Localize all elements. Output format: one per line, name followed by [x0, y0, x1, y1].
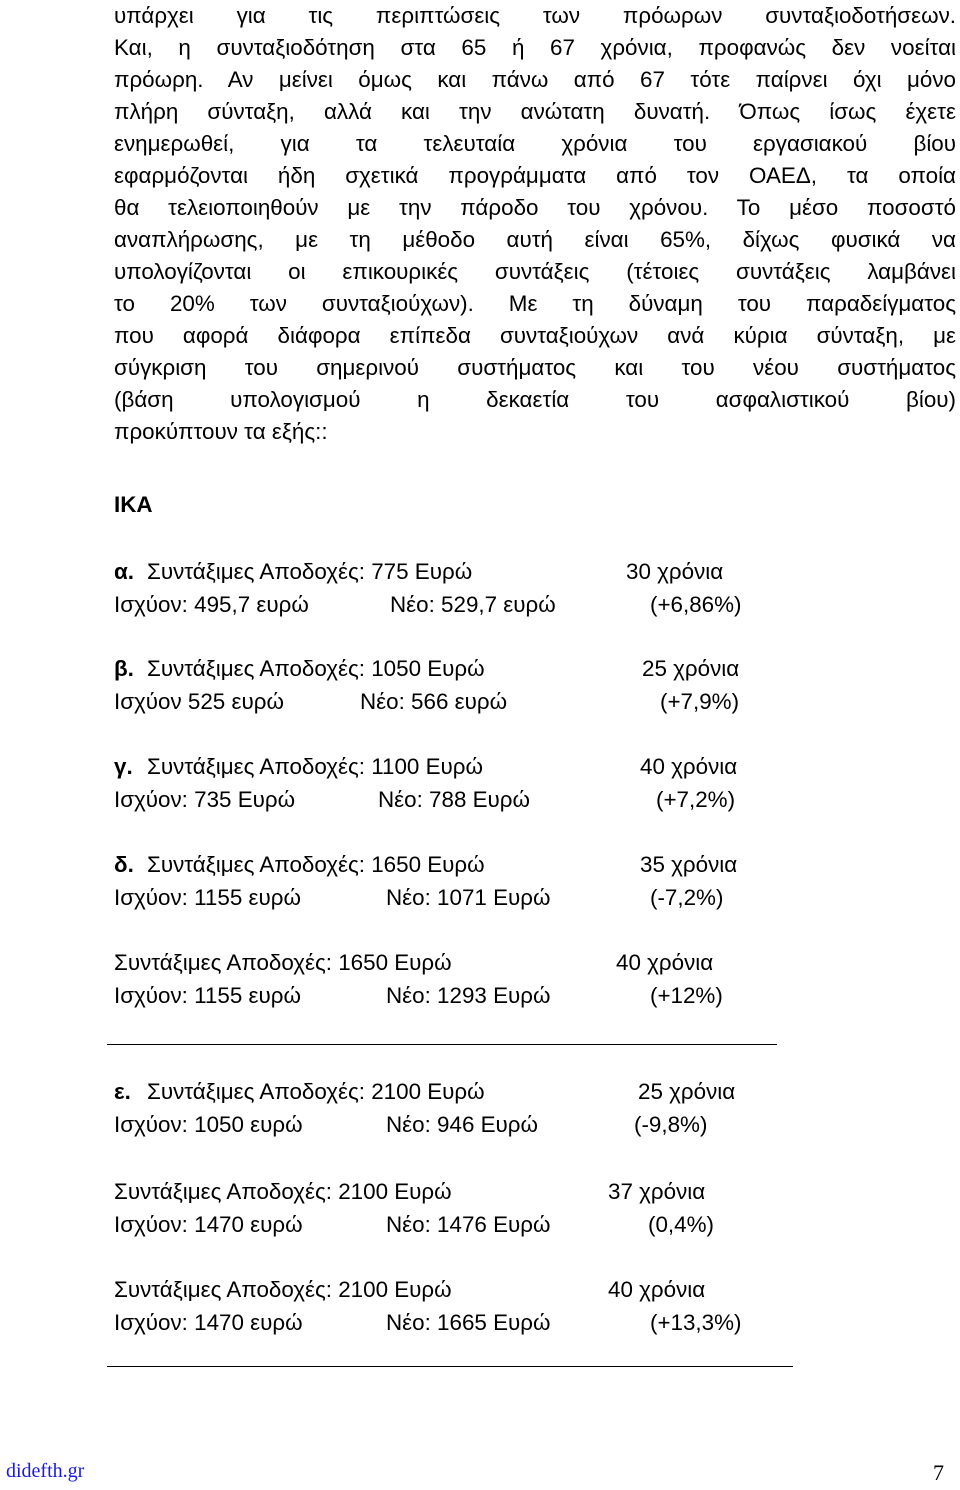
example-years: 40 χρόνια — [616, 950, 714, 975]
example-new: Νέο: 1665 Ευρώ — [386, 1310, 551, 1335]
example-salary: Συντάξιμες Αποδοχές: 2100 Ευρώ — [114, 1277, 452, 1302]
example-current: Ισχύον: 495,7 ευρώ — [114, 592, 309, 617]
example-new: Νέο: 1476 Ευρώ — [386, 1212, 551, 1237]
paragraph-line: προκύπτουν τα εξής:: — [114, 419, 328, 444]
paragraph-line: πλήρη σύνταξη, αλλά και την ανώτατη δυνατή. Όπως ίσως έχετε — [114, 99, 956, 124]
example-current: Ισχύον: 1155 ευρώ — [114, 983, 301, 1008]
example-new: Νέο: 946 Ευρώ — [386, 1112, 539, 1137]
example-change: (+6,86%) — [650, 592, 742, 617]
example-letter: γ. — [114, 754, 133, 779]
paragraph-line: που αφορά διάφορα επίπεδα συνταξιούχων ανά κύρια σύνταξη, με — [114, 323, 956, 348]
example-years: 40 χρόνια — [640, 754, 738, 779]
example-current: Ισχύον: 735 Ευρώ — [114, 787, 296, 812]
example-change: (+7,9%) — [660, 689, 740, 714]
example-years: 25 χρόνια — [642, 656, 740, 681]
example-years: 37 χρόνια — [608, 1179, 706, 1204]
page-number: 7 — [933, 1460, 944, 1485]
example-new: Νέο: 566 ευρώ — [360, 689, 508, 714]
example-letter: ε. — [114, 1079, 131, 1104]
example-salary: Συντάξιμες Αποδοχές: 1650 Ευρώ — [147, 852, 485, 877]
example-salary: Συντάξιμες Αποδοχές: 1650 Ευρώ — [114, 950, 452, 975]
example-change: (+12%) — [650, 983, 723, 1008]
example-current: Ισχύον: 1050 ευρώ — [114, 1112, 303, 1137]
example-current: Ισχύον: 1470 ευρώ — [114, 1310, 303, 1335]
example-years: 40 χρόνια — [608, 1277, 706, 1302]
paragraph-line: υπολογίζονται οι επικουρικές συντάξεις (τέτοιες συντάξεις λαμβάνει — [114, 259, 956, 284]
example-salary: Συντάξιμες Αποδοχές: 1050 Ευρώ — [147, 656, 485, 681]
paragraph-line: Και, η συνταξιοδότηση στα 65 ή 67 χρόνια, προφανώς δεν νοείται — [114, 35, 956, 60]
example-new: Νέο: 788 Ευρώ — [378, 787, 531, 812]
section-divider — [107, 1044, 777, 1045]
example-salary: Συντάξιμες Αποδοχές: 2100 Ευρώ — [114, 1179, 452, 1204]
example-change: (+13,3%) — [650, 1310, 742, 1335]
example-salary: Συντάξιμες Αποδοχές: 1100 Ευρώ — [147, 754, 483, 779]
example-new: Νέο: 1293 Ευρώ — [386, 983, 551, 1008]
paragraph-line: ενημερωθεί, για τα τελευταία χρόνια του εργασιακού βίου — [114, 131, 956, 156]
section-heading: ΙΚΑ — [114, 492, 153, 517]
example-change: (-7,2%) — [650, 885, 724, 910]
example-current: Ισχύον: 1470 ευρώ — [114, 1212, 303, 1237]
example-change: (+7,2%) — [656, 787, 736, 812]
example-letter: β. — [114, 656, 134, 681]
paragraph-line: αναπλήρωσης, με τη μέθοδο αυτή είναι 65%, δίχως φυσικά να — [114, 227, 956, 252]
example-years: 35 χρόνια — [640, 852, 738, 877]
paragraph-line: σύγκριση του σημερινού συστήματος και του νέου συστήματος — [114, 355, 956, 380]
example-change: (0,4%) — [648, 1212, 714, 1237]
paragraph-line: θα τελειοποιηθούν με την πάροδο του χρόνου. Το μέσο ποσοστό — [114, 195, 956, 220]
example-current: Ισχύον: 1155 ευρώ — [114, 885, 301, 910]
example-change: (-9,8%) — [634, 1112, 708, 1137]
paragraph-line: υπάρχει για τις περιπτώσεις των πρόωρων συνταξιοδοτήσεων. — [114, 3, 956, 28]
paragraph-line: (βάση υπολογισμού η δεκαετία του ασφαλιστικού βίου) — [114, 387, 956, 412]
footer-site-link[interactable]: didefth.gr — [6, 1460, 85, 1482]
example-salary: Συντάξιμες Αποδοχές: 775 Ευρώ — [147, 559, 473, 584]
paragraph-line: πρόωρη. Αν μείνει όμως και πάνω από 67 τότε παίρνει όχι μόνο — [114, 67, 956, 92]
example-letter: δ. — [114, 852, 134, 877]
paragraph-line: το 20% των συνταξιούχων). Με τη δύναμη του παραδείγματος — [114, 291, 956, 316]
example-new: Νέο: 529,7 ευρώ — [390, 592, 556, 617]
example-salary: Συντάξιμες Αποδοχές: 2100 Ευρώ — [147, 1079, 485, 1104]
example-years: 30 χρόνια — [626, 559, 724, 584]
example-letter: α. — [114, 559, 134, 584]
paragraph-line: εφαρμόζονται ήδη σχετικά προγράμματα από τον ΟΑΕΔ, τα οποία — [114, 163, 956, 188]
example-new: Νέο: 1071 Ευρώ — [386, 885, 551, 910]
example-current: Ισχύον 525 ευρώ — [114, 689, 284, 714]
example-years: 25 χρόνια — [638, 1079, 736, 1104]
section-divider — [107, 1366, 793, 1367]
